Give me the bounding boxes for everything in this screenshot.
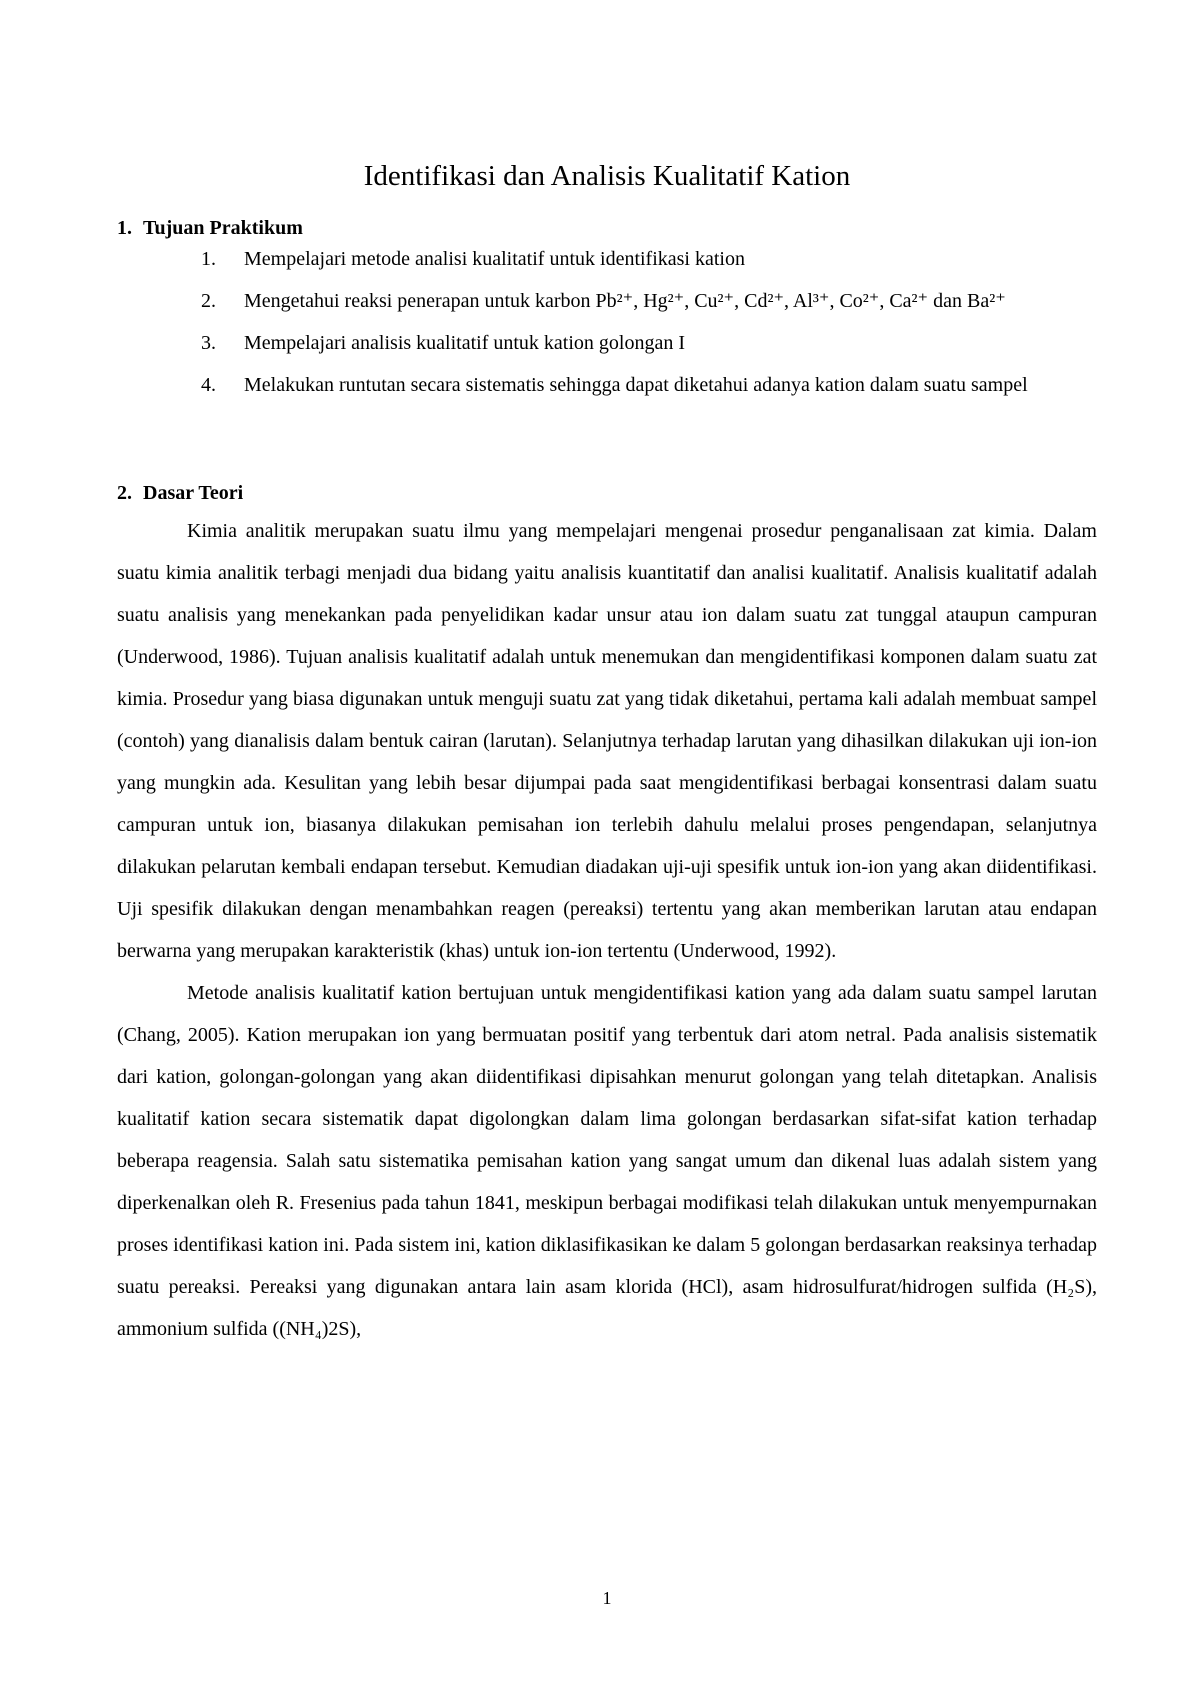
list-item-number: 1. bbox=[201, 248, 216, 270]
list-item-number: 4. bbox=[201, 374, 216, 396]
section-number: 2. bbox=[117, 482, 132, 504]
list-item-text: Melakukan runtutan secara sistematis sehingga dapat diketahui adanya kation dalam suatu sampel bbox=[244, 374, 1028, 396]
list-item-text: Mempelajari analisis kualitatif untuk kation golongan I bbox=[244, 332, 686, 354]
list-item-number: 3. bbox=[201, 332, 216, 354]
list-item bbox=[117, 371, 1097, 399]
body-paragraph: Metode analisis kualitatif kation bertujuan untuk mengidentifikasi kation yang ada dalam suatu sampel larutan (Chang, 2005). Kation merupakan ion yang bermuatan positif yang terbentuk dari atom netral. Pada analisis sistematik dari kation, golongan-golongan yang akan diidentifikasi dipisahkan menurut golongan yang telah ditetapkan. Analisis kualitatif kation secara sistematik dapat digolongkan dalam lima golongan berdasarkan sifat-sifat kation terhadap beberapa reagensia. Salah satu sistematika pemisahan kation yang sangat umum dan dikenal luas adalah sistem yang diperkenalkan oleh R. Fresenius pada tahun 1841, meskipun berbagai modifikasi telah dilakukan untuk menyempurnakan proses identifikasi kation ini. Pada sistem ini, kation diklasifikasikan ke dalam 5 golongan berdasarkan reaksinya terhadap suatu pereaksi. Pereaksi yang digunakan antara lain asam klorida (HCl), asam hidrosulfurat/hidrogen sulfida (H₂S), ammonium sulfida ((NH₄)2S), bbox=[117, 982, 1097, 1340]
list-item bbox=[117, 329, 1097, 357]
section-heading-theory bbox=[117, 480, 243, 506]
section-heading-objectives bbox=[117, 215, 303, 241]
page-number: 1 bbox=[602, 1588, 612, 1608]
list-item bbox=[117, 245, 1097, 273]
section-number: 1. bbox=[117, 217, 132, 239]
list-item-number: 2. bbox=[201, 290, 216, 312]
document-title: Identifikasi dan Analisis Kualitatif Kation bbox=[363, 160, 851, 192]
objectives-list bbox=[117, 245, 1097, 413]
section-title: Tujuan Praktikum bbox=[143, 217, 303, 239]
list-item-text: Mengetahui reaksi penerapan untuk karbon Pb²⁺, Hg²⁺, Cu²⁺, Cd²⁺, Al³⁺, Co²⁺, Ca²⁺ dan Ba²⁺ bbox=[244, 290, 1006, 312]
body-paragraph: Kimia analitik merupakan suatu ilmu yang mempelajari mengenai prosedur penganalisaan zat kimia. Dalam suatu kimia analitik terbagi menjadi dua bidang yaitu analisis kuantitatif dan analisi kualitatif. Analisis kualitatif adalah suatu analisis yang menekankan pada penyelidikan kadar unsur atau ion dalam suatu zat tunggal ataupun campuran (Underwood, 1986). Tujuan analisis kualitatif adalah untuk menemukan dan mengidentifikasi komponen dalam suatu zat kimia. Prosedur yang biasa digunakan untuk menguji suatu zat yang tidak diketahui, pertama kali adalah membuat sampel (contoh) yang dianalisis dalam bentuk cairan (larutan). Selanjutnya terhadap larutan yang dihasilkan dilakukan uji ion-ion yang mungkin ada. Kesulitan yang lebih besar dijumpai pada saat mengidentifikasi berbagai konsentrasi dalam suatu campuran untuk ion, biasanya dilakukan pemisahan ion terlebih dahulu melalui proses pengendapan, selanjutnya dilakukan pelarutan kembali endapan tersebut. Kemudian diadakan uji-uji spesifik untuk ion-ion yang akan diidentifikasi. Uji spesifik dilakukan dengan menambahkan reagen (pereaksi) tertentu yang akan memberikan larutan atau endapan berwarna yang merupakan karakteristik (khas) untuk ion-ion tertentu (Underwood, 1992). bbox=[117, 520, 1097, 962]
list-item bbox=[117, 287, 1097, 315]
section-title: Dasar Teori bbox=[143, 482, 244, 504]
theory-body bbox=[117, 510, 1097, 1350]
list-item-text: Mempelajari metode analisi kualitatif untuk identifikasi kation bbox=[244, 248, 745, 270]
